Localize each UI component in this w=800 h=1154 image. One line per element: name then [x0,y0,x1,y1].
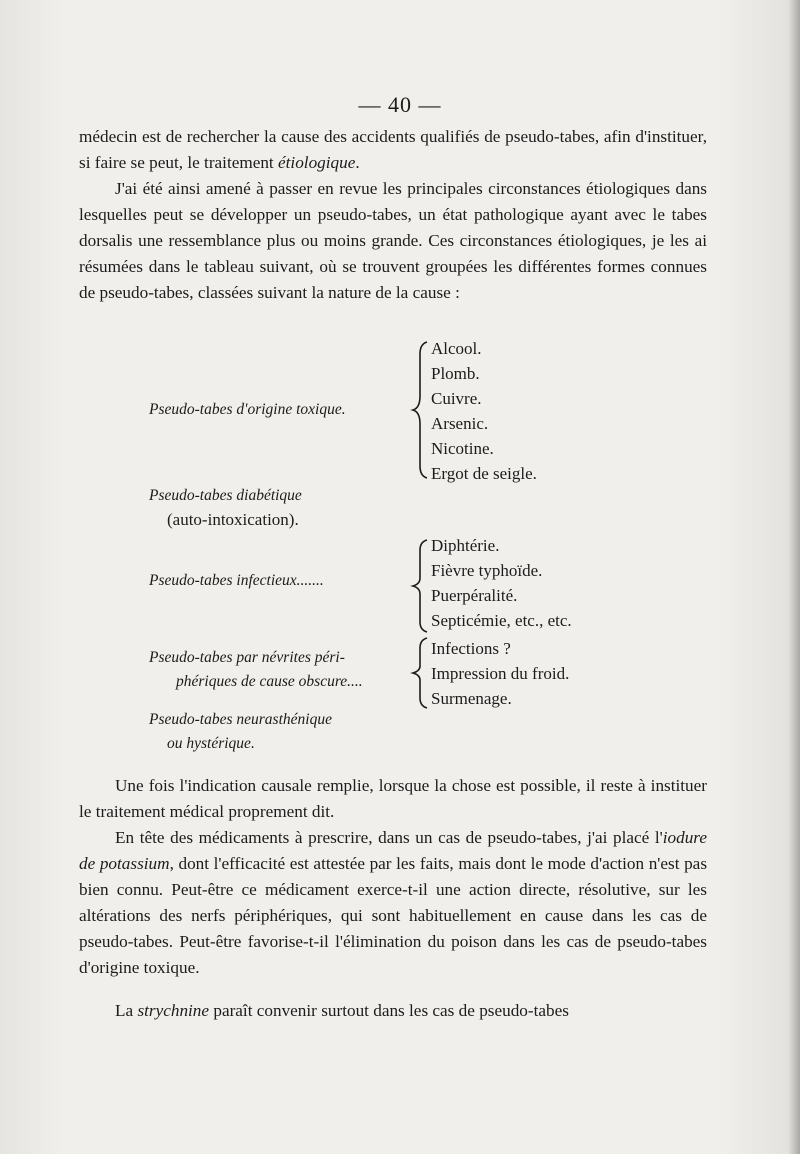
paragraph-1 [79,124,707,176]
list-item: Infections ? [431,639,511,658]
paragraph-4-text-b: , dont l'efficacité est attestée par les faits, mais dont le mode d'action n'est pas bien connu. Peut-être ce médicament exerce-t-il une action directe, résolutive, sur les altérations des nerfs périphériques, qui sont habituellement en cause dans les cas de pseudo-tabes. Peut-être favorise-t-il l'élimination du poison dans les cas de pseudo-tabes d'origine toxique. [79,854,708,977]
label-nevrites-1: Pseudo-tabes par névrites péri- [149,649,345,666]
list-item: Arsenic. [431,414,489,433]
label-diabetique: Pseudo-tabes diabétique [149,487,302,504]
list-item: Ergot de seigle. [431,464,537,483]
list-item: Nicotine. [431,439,494,458]
page-edge-shadow [788,0,800,1154]
paragraph-5-italic: strychnine [137,1001,210,1020]
list-item: Fièvre typhoïde. [431,561,543,580]
list-item: Impression du froid. [431,664,570,683]
paragraph-5-text-b: paraît convenir surtout dans les cas de pseudo-tabes [209,1001,569,1020]
list-infectieux [431,533,572,633]
paragraph-4-italic: iodure de potassium [79,828,707,873]
brace-toxique [410,340,432,480]
list-toxique [431,336,537,486]
label-infectieux: Pseudo-tabes infectieux....... [149,572,324,589]
list-item: Diphtérie. [431,536,500,555]
label-toxique: Pseudo-tabes d'origine toxique. [149,401,346,418]
list-item: Plomb. [431,364,480,383]
page-number: — 40 — [358,92,442,117]
paragraph-3: Une fois l'indication causale remplie, lorsque la chose est possible, il reste à instituer le traitement médical proprement dit. [79,776,707,821]
paragraph-4-text-a: En tête des médicaments à prescrire, dans un cas de pseudo-tabes, j'ai placé l' [115,828,663,847]
paragraph-5-text-a: La [115,1001,138,1020]
brace-infectieux [410,538,432,634]
paragraph-4 [79,825,707,981]
label-neurasthenique-1: Pseudo-tabes neurasthénique [149,711,332,728]
paragraph-1-text-b: . [355,153,360,172]
list-item: Septicémie, etc., etc. [431,611,572,630]
label-nevrites-2: phériques de cause obscure.... [176,673,363,690]
list-item: Puerpéralité. [431,586,518,605]
list-item: Cuivre. [431,389,482,408]
paragraph-2: J'ai été ainsi amené à passer en revue les principales circonstances étiologiques dans lesquelles peut se développer un pseudo-tabes, un état pathologique ayant avec le tabes dorsalis une ressemblance plus ou moins grande. Ces circonstances étiologiques, je les ai résumées dans le tableau suivant, où se trouvent groupées les différentes formes connues de pseudo-tabes, classées suivant la nature de la cause : [79,179,707,302]
brace-nevrites [410,636,432,710]
paragraph-1-text-a: médecin est de rechercher la cause des accidents qualifiés de pseudo-tabes, afin d'instituer, si faire se peut, le traitement [79,127,707,172]
list-item: Alcool. [431,339,482,358]
label-diabetique-sub: (auto-intoxication). [167,510,299,529]
list-item: Surmenage. [431,689,512,708]
list-nevrites [431,636,569,711]
label-neurasthenique-2: ou hystérique. [167,735,255,752]
paragraph-1-italic: étiologique [278,153,356,172]
paragraph-5 [79,998,707,1024]
